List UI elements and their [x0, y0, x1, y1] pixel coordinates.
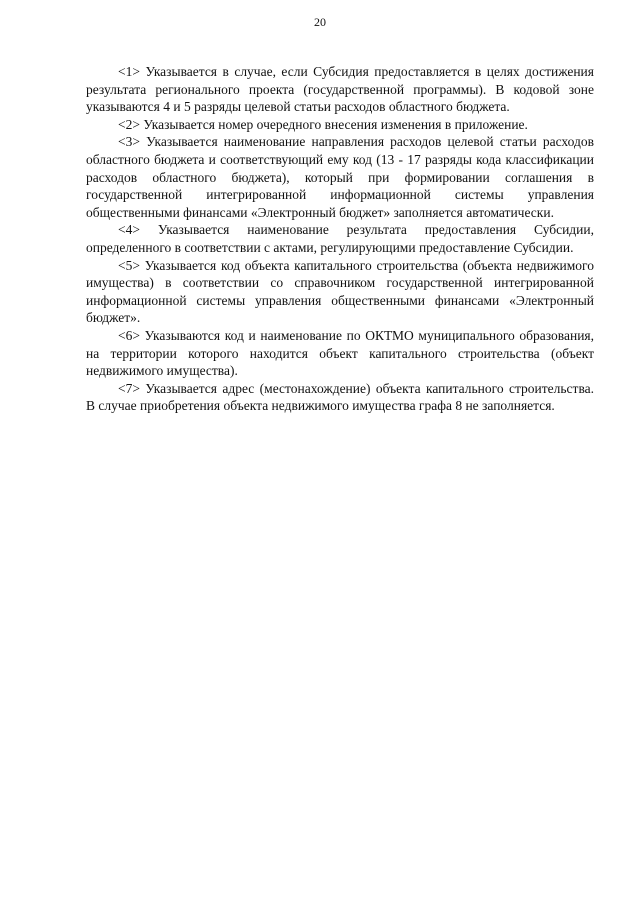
- footnote-text: Указывается в случае, если Субсидия предоставляется в целях достижения результата регионального проекта (государственной программы). В кодовой зоне указываются 4 и 5 разряды целевой статьи расходов областного бюджета.: [86, 64, 594, 115]
- footnote-marker: <3>: [118, 134, 140, 150]
- footnote-text: Указывается наименование направления расходов целевой статьи расходов областного бюджета и соответствующий ему код (13 - 17 разряды кода классификации расходов областного бюджета), который при формировании соглашения в государственной интегрированной информационной системы управления общественными финансами «Электронный бюджет» заполняется автоматически.: [86, 134, 595, 220]
- footnote-7: [86, 380, 594, 415]
- footnote-marker: <6>: [118, 327, 140, 343]
- footnote-text: Указываются код и наименование по ОКТМО муниципального образования, на территории которого находится объект капитального строительства (объект недвижимого имущества).: [86, 327, 595, 379]
- footnote-text: Указывается номер очередного внесения изменения в приложение.: [143, 116, 528, 132]
- footnote-1: [86, 63, 594, 116]
- page-number: 20: [314, 15, 326, 29]
- footnote-text: Указывается адрес (местонахождение) объекта капитального строительства. В случае приобретения объекта недвижимого имущества графа 8 не заполняется.: [86, 380, 595, 414]
- footnote-marker: <5>: [118, 257, 140, 273]
- footnote-marker: <4>: [118, 222, 140, 238]
- footnotes: [86, 63, 594, 415]
- footnote-text: Указывается наименование результата предоставления Субсидии, определенного в соответствии с актами, регулирующими предоставление Субсидии.: [86, 222, 594, 255]
- footnote-2: [86, 116, 594, 134]
- footnote-marker: <1>: [118, 64, 140, 79]
- footnote-6: [86, 327, 594, 380]
- footnote-4: [86, 221, 594, 256]
- footnote-marker: <2>: [118, 116, 140, 132]
- footnote-5: [86, 257, 594, 327]
- footnote-3: [86, 133, 594, 221]
- footnote-marker: <7>: [118, 380, 140, 396]
- footnote-text: Указывается код объекта капитального строительства (объекта недвижимого имущества) в соответствии со справочником государственной интегрированной информационной системы управления общественными финансами «Электронный бюджет».: [86, 257, 594, 326]
